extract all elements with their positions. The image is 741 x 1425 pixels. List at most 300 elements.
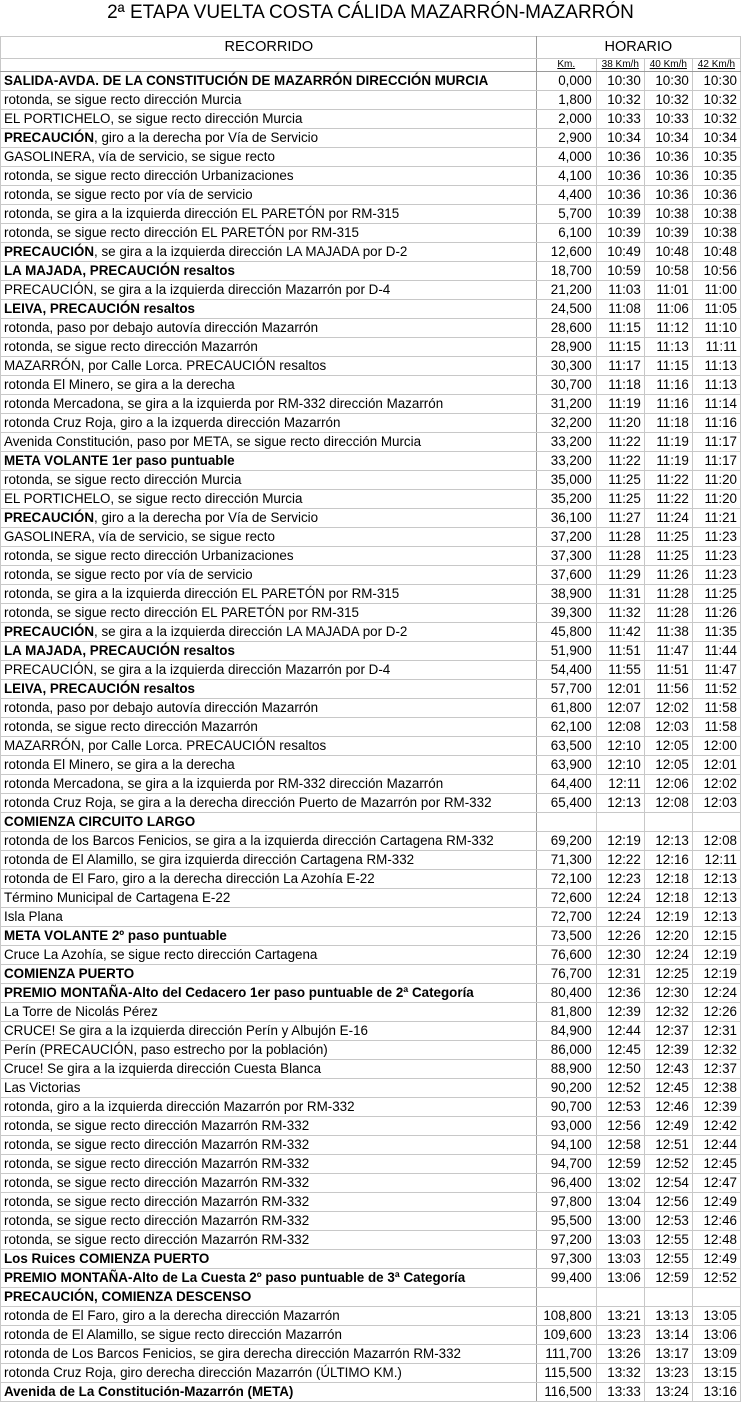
time-40-cell: 13:17 xyxy=(644,1345,692,1364)
time-42-cell: 12:03 xyxy=(692,794,740,813)
table-row xyxy=(1,851,741,870)
time-38-cell: 12:50 xyxy=(596,1060,644,1079)
time-40-cell: 11:25 xyxy=(644,547,692,566)
km-cell: 33,200 xyxy=(536,452,596,471)
time-40-cell: 13:14 xyxy=(644,1326,692,1345)
time-40-cell: 12:05 xyxy=(644,756,692,775)
table-row xyxy=(1,547,741,566)
time-40-cell: 12:53 xyxy=(644,1212,692,1231)
route-cell: EL PORTICHELO, se sigue recto dirección Murcia xyxy=(1,490,537,509)
table-row xyxy=(1,72,741,91)
route-cell: rotonda, se sigue recto dirección Mazarrón RM-332 xyxy=(1,1174,537,1193)
route-cell: EL PORTICHELO, se sigue recto dirección Murcia xyxy=(1,110,537,129)
time-40-cell: 11:28 xyxy=(644,604,692,623)
time-42-cell: 12:32 xyxy=(692,1041,740,1060)
time-42-cell: 12:13 xyxy=(692,870,740,889)
table-row xyxy=(1,661,741,680)
route-cell: GASOLINERA, vía de servicio, se sigue recto xyxy=(1,148,537,167)
speed-38-header: 38 Km/h xyxy=(596,59,644,72)
route-cell: rotonda, se sigue recto dirección Mazarrón RM-332 xyxy=(1,1231,537,1250)
time-42-cell: 12:13 xyxy=(692,908,740,927)
km-cell: 72,700 xyxy=(536,908,596,927)
time-40-cell: 12:52 xyxy=(644,1155,692,1174)
table-row xyxy=(1,1288,741,1307)
time-40-cell: 10:36 xyxy=(644,167,692,186)
time-42-cell: 11:10 xyxy=(692,319,740,338)
speed-40-header: 40 Km/h xyxy=(644,59,692,72)
km-cell: 115,500 xyxy=(536,1364,596,1383)
time-42-cell: 10:38 xyxy=(692,205,740,224)
km-cell: 76,600 xyxy=(536,946,596,965)
time-40-cell: 10:33 xyxy=(644,110,692,129)
km-cell: 2,000 xyxy=(536,110,596,129)
time-42-cell: 12:26 xyxy=(692,1003,740,1022)
km-cell: 97,200 xyxy=(536,1231,596,1250)
table-row xyxy=(1,1022,741,1041)
route-cell: rotonda, se sigue recto dirección Mazarrón RM-332 xyxy=(1,1117,537,1136)
time-38-cell: 11:08 xyxy=(596,300,644,319)
time-38-cell: 11:25 xyxy=(596,490,644,509)
time-38-cell: 11:20 xyxy=(596,414,644,433)
km-cell: 28,900 xyxy=(536,338,596,357)
km-cell: 33,200 xyxy=(536,433,596,452)
route-cell-emphasis: PRECAUCIÓN xyxy=(4,244,95,259)
time-40-cell: 12:19 xyxy=(644,908,692,927)
time-38-cell: 11:55 xyxy=(596,661,644,680)
time-40-cell: 12:55 xyxy=(644,1250,692,1269)
km-cell: 32,200 xyxy=(536,414,596,433)
route-cell: rotonda, se sigue recto dirección EL PARETÓN por RM-315 xyxy=(1,224,537,243)
km-cell: 54,400 xyxy=(536,661,596,680)
time-42-cell: 13:05 xyxy=(692,1307,740,1326)
route-cell: rotonda, se sigue recto por vía de servicio xyxy=(1,566,537,585)
km-cell: 28,600 xyxy=(536,319,596,338)
time-42-cell: 13:09 xyxy=(692,1345,740,1364)
route-cell: COMIENZA CIRCUITO LARGO xyxy=(1,813,537,832)
time-42-cell: 10:35 xyxy=(692,167,740,186)
table-row xyxy=(1,471,741,490)
time-38-cell: 12:59 xyxy=(596,1155,644,1174)
time-38-cell: 11:27 xyxy=(596,509,644,528)
time-40-cell: 12:56 xyxy=(644,1193,692,1212)
route-cell: rotonda Cruz Roja, giro derecha dirección Mazarrón (ÚLTIMO KM.) xyxy=(1,1364,537,1383)
time-40-cell: 12:30 xyxy=(644,984,692,1003)
route-cell-emphasis: PRECAUCIÓN xyxy=(4,624,95,639)
time-38-cell: 11:22 xyxy=(596,452,644,471)
time-40-cell: 11:06 xyxy=(644,300,692,319)
time-38-cell: 11:17 xyxy=(596,357,644,376)
route-cell: rotonda de El Faro, giro a la derecha dirección La Azohía E-22 xyxy=(1,870,537,889)
time-42-cell: 11:44 xyxy=(692,642,740,661)
time-42-cell: 12:02 xyxy=(692,775,740,794)
time-40-cell: 10:36 xyxy=(644,148,692,167)
route-cell: Isla Plana xyxy=(1,908,537,927)
table-row xyxy=(1,699,741,718)
route-cell: Avenida Constitución, paso por META, se sigue recto dirección Murcia xyxy=(1,433,537,452)
route-cell: rotonda El Minero, se gira a la derecha xyxy=(1,756,537,775)
route-cell: rotonda, se sigue recto dirección Urbanizaciones xyxy=(1,167,537,186)
schedule-column-header: HORARIO xyxy=(536,37,740,59)
table-row xyxy=(1,91,741,110)
time-40-cell: 11:38 xyxy=(644,623,692,642)
table-row xyxy=(1,186,741,205)
table-row xyxy=(1,129,741,148)
time-38-cell: 13:26 xyxy=(596,1345,644,1364)
time-40-cell: 11:56 xyxy=(644,680,692,699)
km-cell: 116,500 xyxy=(536,1383,596,1402)
route-cell: COMIENZA PUERTO xyxy=(1,965,537,984)
km-cell: 62,100 xyxy=(536,718,596,737)
km-cell: 36,100 xyxy=(536,509,596,528)
time-38-cell: 10:30 xyxy=(596,72,644,91)
time-38-cell: 13:06 xyxy=(596,1269,644,1288)
km-cell: 109,600 xyxy=(536,1326,596,1345)
table-row xyxy=(1,1174,741,1193)
table-row xyxy=(1,1383,741,1402)
table-row xyxy=(1,376,741,395)
table-row xyxy=(1,1345,741,1364)
route-cell xyxy=(1,129,537,148)
table-row xyxy=(1,262,741,281)
time-40-cell: 10:38 xyxy=(644,205,692,224)
table-row xyxy=(1,775,741,794)
km-cell: 4,100 xyxy=(536,167,596,186)
time-42-cell: 12:11 xyxy=(692,851,740,870)
table-row xyxy=(1,1003,741,1022)
route-cell: Los Ruices COMIENZA PUERTO xyxy=(1,1250,537,1269)
route-cell: MAZARRÓN, por Calle Lorca. PRECAUCIÓN resaltos xyxy=(1,357,537,376)
time-38-cell: 12:36 xyxy=(596,984,644,1003)
time-38-cell xyxy=(596,1288,644,1307)
time-40-cell: 13:23 xyxy=(644,1364,692,1383)
time-40-cell: 12:43 xyxy=(644,1060,692,1079)
km-cell: 31,200 xyxy=(536,395,596,414)
km-cell: 72,100 xyxy=(536,870,596,889)
time-42-cell: 11:17 xyxy=(692,452,740,471)
time-42-cell: 10:32 xyxy=(692,91,740,110)
table-row xyxy=(1,889,741,908)
time-40-cell: 12:05 xyxy=(644,737,692,756)
km-cell: 38,900 xyxy=(536,585,596,604)
time-40-cell: 12:54 xyxy=(644,1174,692,1193)
km-cell: 37,300 xyxy=(536,547,596,566)
route-cell: rotonda El Minero, se gira a la derecha xyxy=(1,376,537,395)
km-cell: 108,800 xyxy=(536,1307,596,1326)
route-cell: PREMIO MONTAÑA-Alto de La Cuesta 2º paso puntuable de 3ª Categoría xyxy=(1,1269,537,1288)
table-row xyxy=(1,110,741,129)
time-38-cell: 12:56 xyxy=(596,1117,644,1136)
time-42-cell: 11:20 xyxy=(692,471,740,490)
time-42-cell: 11:25 xyxy=(692,585,740,604)
time-42-cell: 10:32 xyxy=(692,110,740,129)
route-cell: La Torre de Nicolás Pérez xyxy=(1,1003,537,1022)
km-cell: 99,400 xyxy=(536,1269,596,1288)
route-cell: META VOLANTE 1er paso puntuable xyxy=(1,452,537,471)
time-42-cell: 13:15 xyxy=(692,1364,740,1383)
time-42-cell: 11:11 xyxy=(692,338,740,357)
route-cell: Las Victorias xyxy=(1,1079,537,1098)
route-cell: rotonda, giro a la izquierda dirección Mazarrón por RM-332 xyxy=(1,1098,537,1117)
km-cell: 80,400 xyxy=(536,984,596,1003)
time-38-cell: 11:15 xyxy=(596,319,644,338)
speed-42-header: 42 Km/h xyxy=(692,59,740,72)
time-40-cell: 12:55 xyxy=(644,1231,692,1250)
route-cell: SALIDA-AVDA. DE LA CONSTITUCIÓN DE MAZARRÓN DIRECCIÓN MURCIA xyxy=(1,72,537,91)
time-40-cell: 11:19 xyxy=(644,452,692,471)
km-cell: 76,700 xyxy=(536,965,596,984)
table-row xyxy=(1,300,741,319)
km-cell: 63,500 xyxy=(536,737,596,756)
time-42-cell: 11:14 xyxy=(692,395,740,414)
time-38-cell: 12:39 xyxy=(596,1003,644,1022)
time-42-cell: 12:49 xyxy=(692,1250,740,1269)
km-cell: 81,800 xyxy=(536,1003,596,1022)
table-row xyxy=(1,1250,741,1269)
time-42-cell: 11:23 xyxy=(692,566,740,585)
route-cell: rotonda Cruz Roja, se gira a la derecha dirección Puerto de Mazarrón por RM-332 xyxy=(1,794,537,813)
time-38-cell: 11:19 xyxy=(596,395,644,414)
time-38-cell: 11:42 xyxy=(596,623,644,642)
km-cell: 69,200 xyxy=(536,832,596,851)
time-40-cell: 11:13 xyxy=(644,338,692,357)
time-38-cell: 13:33 xyxy=(596,1383,644,1402)
table-row xyxy=(1,680,741,699)
time-38-cell: 12:58 xyxy=(596,1136,644,1155)
table-row xyxy=(1,1193,741,1212)
route-cell: rotonda, se sigue recto dirección Murcia xyxy=(1,471,537,490)
time-40-cell: 12:13 xyxy=(644,832,692,851)
time-42-cell: 11:35 xyxy=(692,623,740,642)
time-40-cell: 12:20 xyxy=(644,927,692,946)
route-cell: rotonda de Los Barcos Fenicios, se gira derecha dirección Mazarrón RM-332 xyxy=(1,1345,537,1364)
km-cell: 71,300 xyxy=(536,851,596,870)
km-cell: 88,900 xyxy=(536,1060,596,1079)
table-row xyxy=(1,1079,741,1098)
table-row xyxy=(1,1307,741,1326)
time-42-cell: 13:16 xyxy=(692,1383,740,1402)
km-cell: 39,300 xyxy=(536,604,596,623)
table-row xyxy=(1,642,741,661)
time-42-cell: 12:19 xyxy=(692,946,740,965)
time-38-cell xyxy=(596,813,644,832)
table-row xyxy=(1,281,741,300)
time-38-cell: 12:10 xyxy=(596,756,644,775)
time-38-cell: 13:03 xyxy=(596,1250,644,1269)
time-40-cell: 11:24 xyxy=(644,509,692,528)
table-row xyxy=(1,167,741,186)
time-38-cell: 13:21 xyxy=(596,1307,644,1326)
table-row xyxy=(1,623,741,642)
time-40-cell: 12:18 xyxy=(644,889,692,908)
time-40-cell: 10:30 xyxy=(644,72,692,91)
time-42-cell: 12:15 xyxy=(692,927,740,946)
km-cell xyxy=(536,813,596,832)
km-cell: 72,600 xyxy=(536,889,596,908)
table-row xyxy=(1,357,741,376)
route-cell-rest: , giro a la derecha por Vía de Servicio xyxy=(94,510,319,525)
route-cell: LEIVA, PRECAUCIÓN resaltos xyxy=(1,680,537,699)
time-38-cell: 12:30 xyxy=(596,946,644,965)
time-40-cell: 12:03 xyxy=(644,718,692,737)
km-cell: 97,800 xyxy=(536,1193,596,1212)
time-42-cell: 10:36 xyxy=(692,186,740,205)
time-40-cell: 12:02 xyxy=(644,699,692,718)
time-40-cell: 11:16 xyxy=(644,395,692,414)
table-row xyxy=(1,1231,741,1250)
time-42-cell: 11:47 xyxy=(692,661,740,680)
time-40-cell: 12:39 xyxy=(644,1041,692,1060)
route-cell: rotonda, se sigue recto dirección EL PARETÓN por RM-315 xyxy=(1,604,537,623)
time-42-cell: 12:31 xyxy=(692,1022,740,1041)
time-38-cell: 12:07 xyxy=(596,699,644,718)
time-42-cell: 12:52 xyxy=(692,1269,740,1288)
km-cell: 5,700 xyxy=(536,205,596,224)
table-row xyxy=(1,338,741,357)
time-40-cell: 11:15 xyxy=(644,357,692,376)
time-40-cell: 11:16 xyxy=(644,376,692,395)
time-40-cell: 12:08 xyxy=(644,794,692,813)
time-42-cell: 11:13 xyxy=(692,357,740,376)
table-row xyxy=(1,585,741,604)
time-40-cell: 11:19 xyxy=(644,433,692,452)
km-cell: 97,300 xyxy=(536,1250,596,1269)
time-42-cell: 12:38 xyxy=(692,1079,740,1098)
time-40-cell: 10:34 xyxy=(644,129,692,148)
time-38-cell: 12:53 xyxy=(596,1098,644,1117)
route-cell: rotonda Mercadona, se gira a la izquierda por RM-332 dirección Mazarrón xyxy=(1,395,537,414)
km-cell: 63,900 xyxy=(536,756,596,775)
time-38-cell: 12:24 xyxy=(596,908,644,927)
time-38-cell: 12:44 xyxy=(596,1022,644,1041)
km-cell: 86,000 xyxy=(536,1041,596,1060)
time-42-cell: 11:17 xyxy=(692,433,740,452)
route-cell: rotonda Cruz Roja, giro a la izquerda dirección Mazarrón xyxy=(1,414,537,433)
time-40-cell: 12:06 xyxy=(644,775,692,794)
km-cell: 73,500 xyxy=(536,927,596,946)
table-row xyxy=(1,813,741,832)
time-38-cell: 11:22 xyxy=(596,433,644,452)
time-38-cell: 12:22 xyxy=(596,851,644,870)
time-38-cell: 11:28 xyxy=(596,528,644,547)
time-42-cell: 12:44 xyxy=(692,1136,740,1155)
time-38-cell: 10:33 xyxy=(596,110,644,129)
table-row xyxy=(1,148,741,167)
time-40-cell: 11:51 xyxy=(644,661,692,680)
route-cell: Cruce! Se gira a la izquierda dirección Cuesta Blanca xyxy=(1,1060,537,1079)
km-cell: 90,700 xyxy=(536,1098,596,1117)
time-38-cell: 13:03 xyxy=(596,1231,644,1250)
spacer-cell xyxy=(1,25,741,37)
table-row xyxy=(1,604,741,623)
time-38-cell: 10:34 xyxy=(596,129,644,148)
km-cell: 57,700 xyxy=(536,680,596,699)
time-40-cell: 10:32 xyxy=(644,91,692,110)
time-38-cell: 12:13 xyxy=(596,794,644,813)
table-row xyxy=(1,984,741,1003)
table-row xyxy=(1,243,741,262)
time-40-cell: 10:36 xyxy=(644,186,692,205)
time-38-cell: 10:39 xyxy=(596,224,644,243)
subheader-row xyxy=(1,59,741,72)
km-cell: 1,800 xyxy=(536,91,596,110)
km-cell xyxy=(536,1288,596,1307)
time-42-cell: 11:23 xyxy=(692,528,740,547)
time-40-cell: 12:32 xyxy=(644,1003,692,1022)
route-cell-rest: , se gira a la izquierda dirección LA MAJADA por D-2 xyxy=(94,624,408,639)
time-42-cell: 13:06 xyxy=(692,1326,740,1345)
time-40-cell: 13:13 xyxy=(644,1307,692,1326)
km-cell: 51,900 xyxy=(536,642,596,661)
time-42-cell: 10:48 xyxy=(692,243,740,262)
time-42-cell: 11:21 xyxy=(692,509,740,528)
time-40-cell: 12:51 xyxy=(644,1136,692,1155)
time-38-cell: 12:19 xyxy=(596,832,644,851)
route-cell: rotonda de El Alamillo, se sigue recto dirección Mazarrón xyxy=(1,1326,537,1345)
time-40-cell: 11:12 xyxy=(644,319,692,338)
table-row xyxy=(1,1060,741,1079)
time-42-cell: 12:00 xyxy=(692,737,740,756)
time-42-cell: 12:19 xyxy=(692,965,740,984)
route-cell: rotonda Mercadona, se gira a la izquierda por RM-332 dirección Mazarrón xyxy=(1,775,537,794)
time-42-cell: 12:39 xyxy=(692,1098,740,1117)
km-cell: 2,900 xyxy=(536,129,596,148)
km-cell: 35,000 xyxy=(536,471,596,490)
time-38-cell: 10:36 xyxy=(596,167,644,186)
time-40-cell: 11:28 xyxy=(644,585,692,604)
time-40-cell: 12:18 xyxy=(644,870,692,889)
route-cell: LA MAJADA, PRECAUCIÓN resaltos xyxy=(1,642,537,661)
table-row xyxy=(1,1155,741,1174)
time-40-cell: 12:37 xyxy=(644,1022,692,1041)
km-cell: 94,100 xyxy=(536,1136,596,1155)
km-cell: 90,200 xyxy=(536,1079,596,1098)
km-cell: 45,800 xyxy=(536,623,596,642)
time-42-cell: 12:24 xyxy=(692,984,740,1003)
time-42-cell: 10:35 xyxy=(692,148,740,167)
table-row xyxy=(1,433,741,452)
km-cell: 64,400 xyxy=(536,775,596,794)
time-42-cell: 12:01 xyxy=(692,756,740,775)
time-42-cell: 11:26 xyxy=(692,604,740,623)
table-row xyxy=(1,1326,741,1345)
header-row xyxy=(1,37,741,59)
km-cell: 12,600 xyxy=(536,243,596,262)
time-40-cell: 10:48 xyxy=(644,243,692,262)
km-header: Km. xyxy=(536,59,596,72)
time-38-cell: 13:00 xyxy=(596,1212,644,1231)
route-cell: Avenida de La Constitución-Mazarrón (META) xyxy=(1,1383,537,1402)
time-40-cell: 12:25 xyxy=(644,965,692,984)
km-cell: 4,000 xyxy=(536,148,596,167)
route-cell: rotonda, se gira a la izquierda dirección EL PARETÓN por RM-315 xyxy=(1,205,537,224)
route-cell: rotonda de El Alamillo, se gira izquierda dirección Cartagena RM-332 xyxy=(1,851,537,870)
time-38-cell: 12:45 xyxy=(596,1041,644,1060)
time-42-cell: 12:47 xyxy=(692,1174,740,1193)
km-cell: 21,200 xyxy=(536,281,596,300)
time-42-cell: 11:52 xyxy=(692,680,740,699)
time-38-cell: 10:39 xyxy=(596,205,644,224)
page-title: 2ª ETAPA VUELTA COSTA CÁLIDA MAZARRÓN-MAZARRÓN xyxy=(107,2,634,23)
route-cell: rotonda, se sigue recto dirección Mazarrón xyxy=(1,338,537,357)
route-cell: rotonda, se sigue recto dirección Mazarrón RM-332 xyxy=(1,1155,537,1174)
table-row xyxy=(1,965,741,984)
time-38-cell: 10:32 xyxy=(596,91,644,110)
table-row xyxy=(1,1136,741,1155)
time-38-cell: 12:10 xyxy=(596,737,644,756)
route-cell: rotonda de los Barcos Fenicios, se gira a la izquierda dirección Cartagena RM-332 xyxy=(1,832,537,851)
route-cell: Perín (PRECAUCIÓN, paso estrecho por la población) xyxy=(1,1041,537,1060)
table-row xyxy=(1,870,741,889)
